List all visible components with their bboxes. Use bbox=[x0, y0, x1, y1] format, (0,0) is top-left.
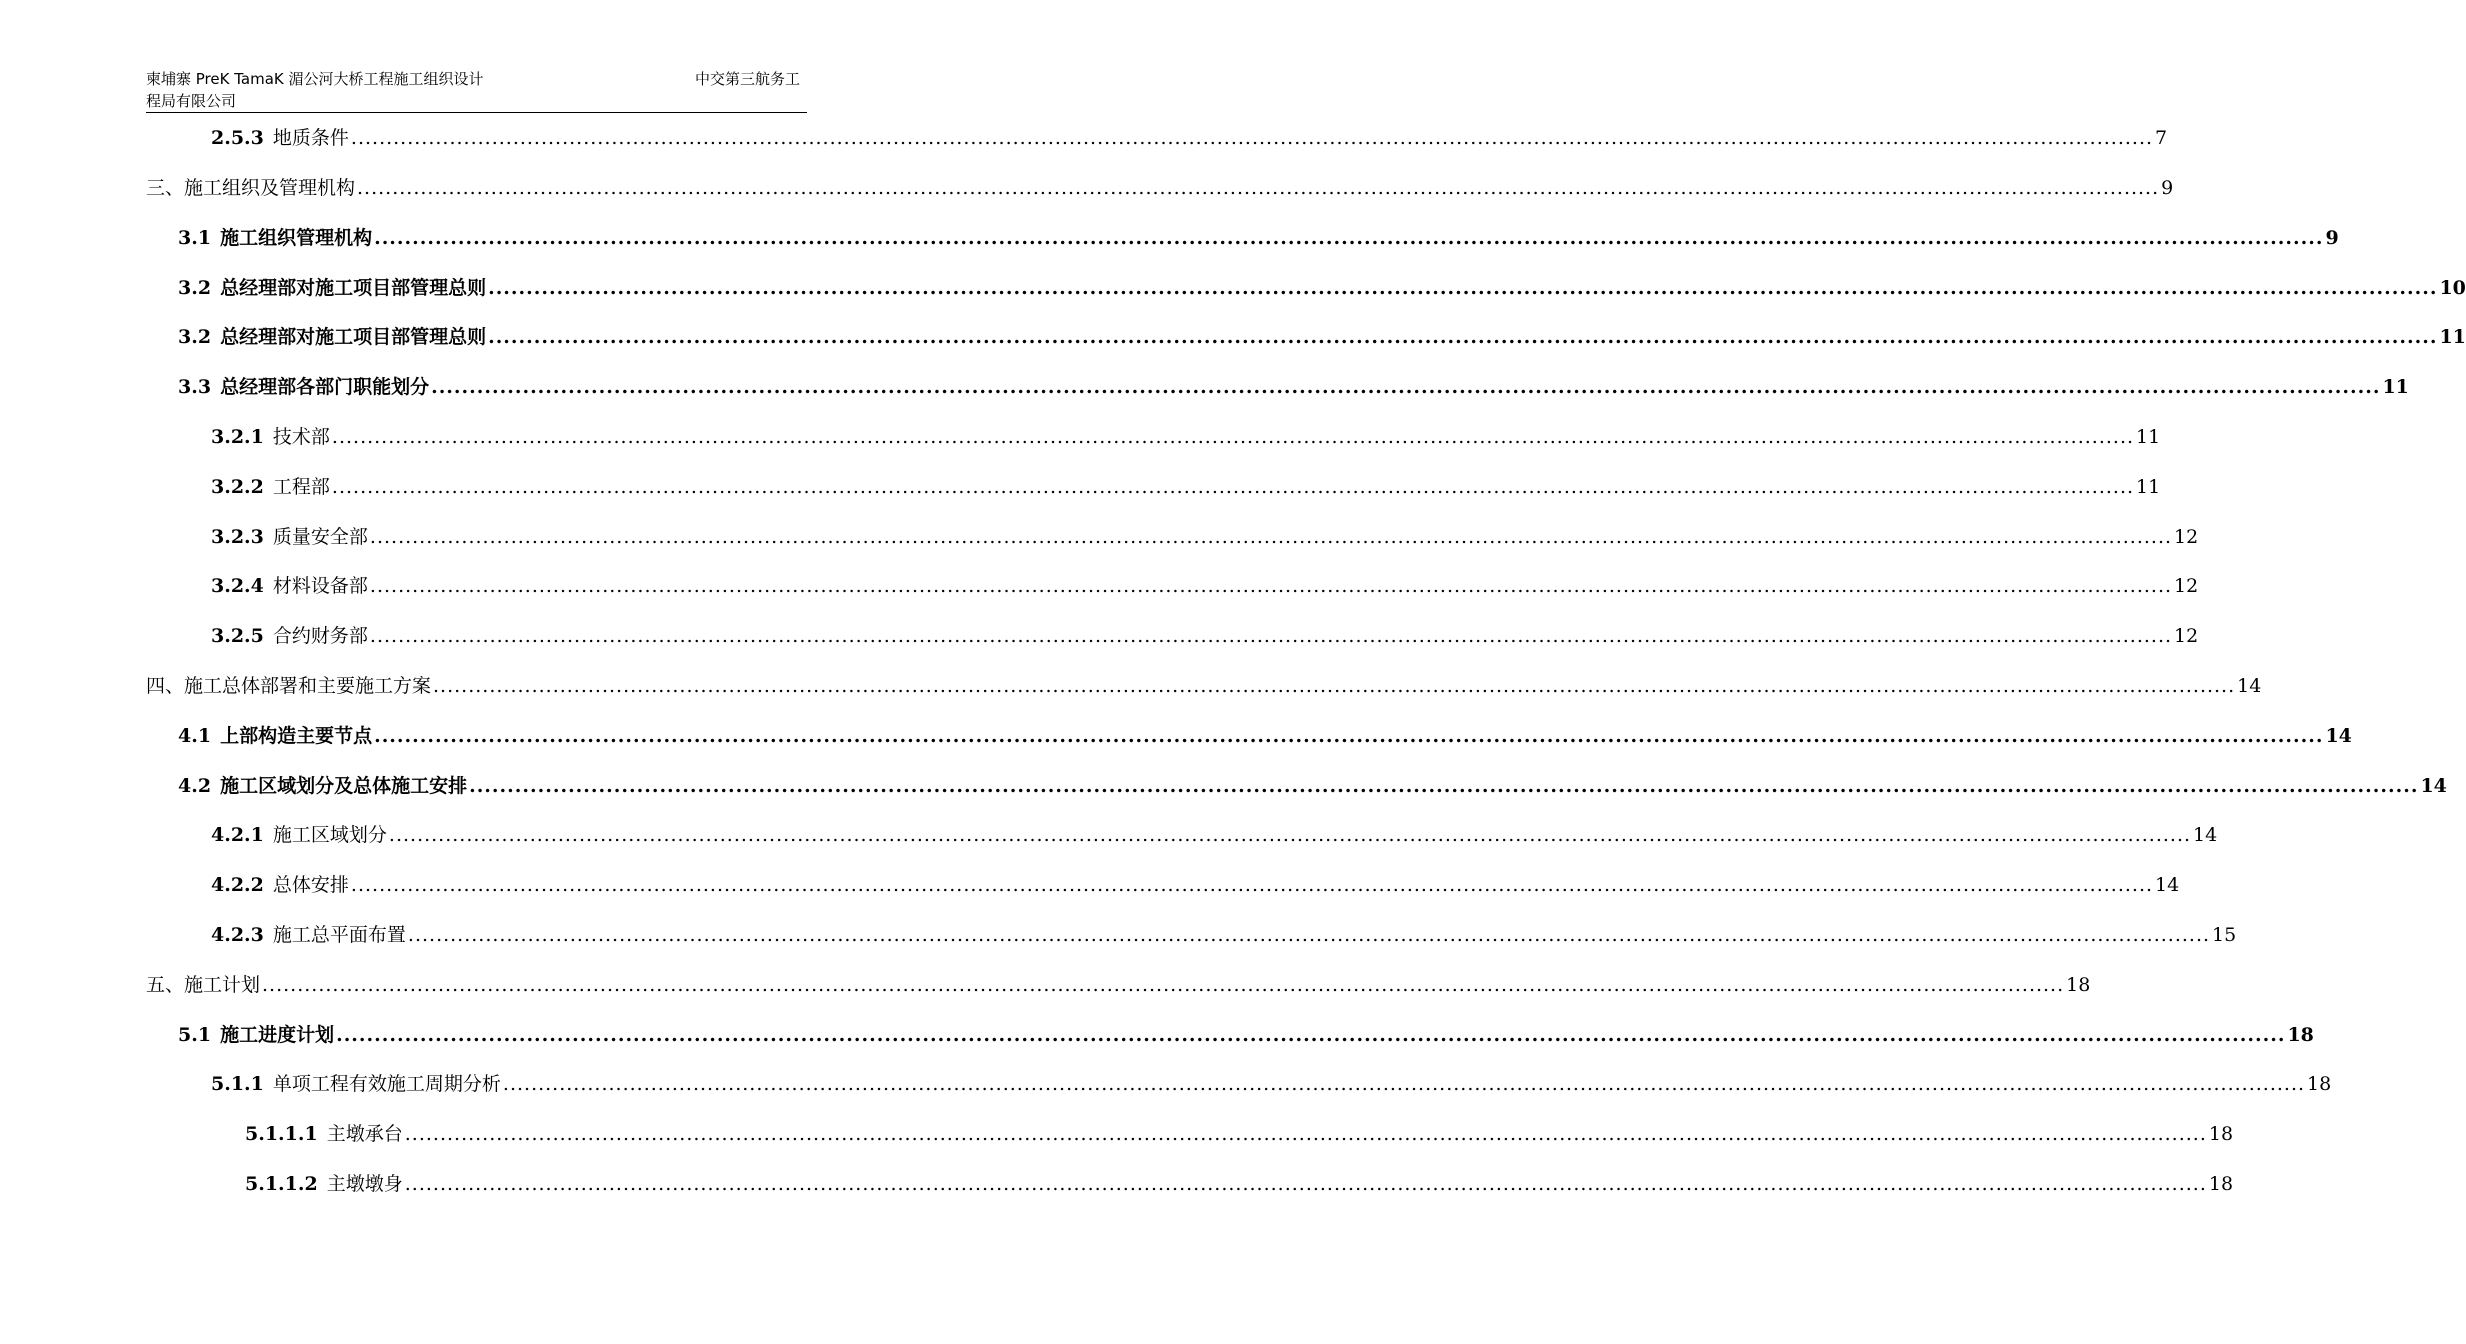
toc-entry-title: 施工区域划分及总体施工安排 bbox=[220, 775, 468, 797]
toc-entry-page: 14 bbox=[2237, 675, 2262, 697]
toc-entry-page: 14 bbox=[2420, 775, 2447, 797]
toc-entry-title: 工程部 bbox=[272, 476, 330, 498]
toc-entry-number: 5.1 bbox=[178, 1024, 212, 1046]
toc-entry[interactable] bbox=[211, 920, 2237, 950]
toc-leader-dots: ................................................................................................................................................................................................................................................................ bbox=[433, 675, 2236, 697]
toc-entry[interactable] bbox=[178, 1020, 2314, 1050]
toc-leader-dots: ................................................................................................................................................................................................................................................................ bbox=[469, 775, 2419, 797]
toc-entry[interactable] bbox=[146, 970, 2091, 1000]
toc-entry[interactable] bbox=[211, 820, 2218, 850]
toc-entry-number: 5.1.1.1 bbox=[245, 1123, 318, 1145]
toc-leader-dots: ................................................................................................................................................................................................................................................................ bbox=[350, 127, 2154, 149]
toc-leader-dots: ................................................................................................................................................................................................................................................................ bbox=[374, 725, 2324, 747]
toc-entry[interactable] bbox=[146, 671, 2262, 701]
toc-entry[interactable] bbox=[211, 571, 2199, 601]
toc-entry-number: 3.2 bbox=[178, 326, 212, 348]
toc-entry-page: 12 bbox=[2174, 625, 2199, 647]
toc-entry-title: 单项工程有效施工周期分析 bbox=[272, 1073, 501, 1095]
toc-entry-number: 3.2 bbox=[178, 277, 212, 299]
toc-entry[interactable] bbox=[211, 870, 2180, 900]
toc-entry-title: 材料设备部 bbox=[272, 575, 368, 597]
toc-entry-page: 11 bbox=[2439, 326, 2466, 348]
header-title: 柬埔寨 PreK TamaK 湄公河大桥工程施工组织设计 bbox=[146, 70, 484, 88]
toc-entry[interactable] bbox=[211, 522, 2199, 552]
toc-entry-number: 5.1.1.2 bbox=[245, 1173, 318, 1195]
toc-entry-page: 14 bbox=[2193, 824, 2218, 846]
toc-leader-dots: ................................................................................................................................................................................................................................................................ bbox=[262, 974, 2065, 996]
toc-entry-title: 总体安排 bbox=[272, 874, 349, 896]
toc-entry-title: 主墩墩身 bbox=[326, 1173, 403, 1195]
toc-entry-number: 4.2.3 bbox=[211, 924, 264, 946]
toc-entry[interactable] bbox=[178, 721, 2352, 751]
toc-entry-title: 上部构造主要节点 bbox=[220, 725, 373, 747]
toc-entry-title: 合约财务部 bbox=[272, 625, 368, 647]
toc-entry-page: 11 bbox=[2136, 426, 2161, 448]
toc-entry-title: 施工进度计划 bbox=[220, 1024, 335, 1046]
header-company: 中交第三航务工 bbox=[691, 68, 800, 90]
toc-entry[interactable] bbox=[178, 372, 2409, 402]
toc-entry-title: 技术部 bbox=[272, 426, 330, 448]
toc-leader-dots: ................................................................................................................................................................................................................................................................ bbox=[336, 1024, 2286, 1046]
toc-leader-dots: ................................................................................................................................................................................................................................................................ bbox=[404, 1123, 2207, 1145]
toc-entry-title: 三、施工组织及管理机构 bbox=[146, 177, 356, 199]
toc-entry[interactable] bbox=[178, 322, 2466, 352]
toc-entry-page: 18 bbox=[2066, 974, 2091, 996]
toc-leader-dots: ................................................................................................................................................................................................................................................................ bbox=[488, 326, 2438, 348]
toc-entry-number: 3.2.3 bbox=[211, 526, 264, 548]
toc-entry-title: 施工总平面布置 bbox=[272, 924, 406, 946]
toc-leader-dots: ................................................................................................................................................................................................................................................................ bbox=[369, 575, 2173, 597]
toc-entry-page: 12 bbox=[2174, 526, 2199, 548]
toc-entry[interactable] bbox=[211, 1069, 2332, 1099]
toc-leader-dots: ................................................................................................................................................................................................................................................................ bbox=[357, 177, 2160, 199]
toc-entry-page: 9 bbox=[2161, 177, 2174, 199]
toc-entry-page: 7 bbox=[2155, 127, 2168, 149]
toc-entry-title: 施工区域划分 bbox=[272, 824, 387, 846]
toc-entry[interactable] bbox=[245, 1169, 2234, 1199]
toc-entry-number: 3.2.4 bbox=[211, 575, 264, 597]
toc-leader-dots: ................................................................................................................................................................................................................................................................ bbox=[431, 376, 2381, 398]
toc-entry-title: 四、施工总体部署和主要施工方案 bbox=[146, 675, 432, 697]
toc-entry-page: 18 bbox=[2287, 1024, 2314, 1046]
toc-entry-page: 12 bbox=[2174, 575, 2199, 597]
toc-entry-number: 3.1 bbox=[178, 227, 212, 249]
toc-entry[interactable] bbox=[146, 173, 2174, 203]
toc-entry-number: 4.2.2 bbox=[211, 874, 264, 896]
toc-entry-number: 5.1.1 bbox=[211, 1073, 264, 1095]
toc-leader-dots: ................................................................................................................................................................................................................................................................ bbox=[369, 526, 2173, 548]
toc-entry-title: 施工组织管理机构 bbox=[220, 227, 373, 249]
toc-entry-number: 3.2.2 bbox=[211, 476, 264, 498]
toc-entry[interactable] bbox=[178, 223, 2339, 253]
toc-entry[interactable] bbox=[178, 771, 2447, 801]
toc-entry-title: 五、施工计划 bbox=[146, 974, 261, 996]
toc-entry-page: 18 bbox=[2208, 1173, 2234, 1195]
toc-leader-dots: ................................................................................................................................................................................................................................................................ bbox=[404, 1173, 2207, 1195]
toc-leader-dots: ................................................................................................................................................................................................................................................................ bbox=[388, 824, 2192, 846]
toc-leader-dots: ................................................................................................................................................................................................................................................................ bbox=[331, 476, 2135, 498]
toc-entry-page: 9 bbox=[2325, 227, 2339, 249]
toc-leader-dots: ................................................................................................................................................................................................................................................................ bbox=[331, 426, 2135, 448]
toc-entry-title: 主墩承台 bbox=[326, 1123, 403, 1145]
toc-entry-title: 质量安全部 bbox=[272, 526, 368, 548]
toc-entry-number: 2.5.3 bbox=[211, 127, 264, 149]
toc-entry-number: 3.3 bbox=[178, 376, 212, 398]
toc-entry-page: 15 bbox=[2212, 924, 2237, 946]
toc-entry-title: 地质条件 bbox=[272, 127, 349, 149]
toc-leader-dots: ................................................................................................................................................................................................................................................................ bbox=[502, 1073, 2306, 1095]
toc-entry[interactable] bbox=[211, 472, 2161, 502]
page-header bbox=[146, 68, 807, 113]
toc-leader-dots: ................................................................................................................................................................................................................................................................ bbox=[488, 277, 2438, 299]
header-title-continued: 程局有限公司 bbox=[146, 92, 237, 110]
toc-entry[interactable] bbox=[245, 1119, 2234, 1149]
toc-entry-title: 总经理部对施工项目部管理总则 bbox=[220, 326, 487, 348]
toc-entry-title: 总经理部对施工项目部管理总则 bbox=[220, 277, 487, 299]
toc-entry[interactable] bbox=[211, 422, 2161, 452]
toc-entry-page: 14 bbox=[2155, 874, 2180, 896]
toc-entry-number: 4.2 bbox=[178, 775, 212, 797]
toc-entry-page: 11 bbox=[2136, 476, 2161, 498]
toc-leader-dots: ................................................................................................................................................................................................................................................................ bbox=[374, 227, 2324, 249]
toc-entry-page: 18 bbox=[2208, 1123, 2234, 1145]
toc-entry-number: 4.1 bbox=[178, 725, 212, 747]
toc-entry-page: 18 bbox=[2307, 1073, 2332, 1095]
toc-entry-number: 4.2.1 bbox=[211, 824, 264, 846]
toc-entry-number: 3.2.5 bbox=[211, 625, 264, 647]
toc-leader-dots: ................................................................................................................................................................................................................................................................ bbox=[407, 924, 2211, 946]
toc-entry-page: 10 bbox=[2439, 277, 2466, 299]
toc-leader-dots: ................................................................................................................................................................................................................................................................ bbox=[350, 874, 2154, 896]
toc-entry-number: 3.2.1 bbox=[211, 426, 264, 448]
toc-entry-page: 11 bbox=[2382, 376, 2409, 398]
toc-entry[interactable] bbox=[211, 621, 2199, 651]
toc-entry[interactable] bbox=[211, 123, 2168, 153]
toc-entry-title: 总经理部各部门职能划分 bbox=[220, 376, 430, 398]
toc-entry-page: 14 bbox=[2325, 725, 2352, 747]
toc-leader-dots: ................................................................................................................................................................................................................................................................ bbox=[369, 625, 2173, 647]
toc-entry[interactable] bbox=[178, 273, 2466, 303]
